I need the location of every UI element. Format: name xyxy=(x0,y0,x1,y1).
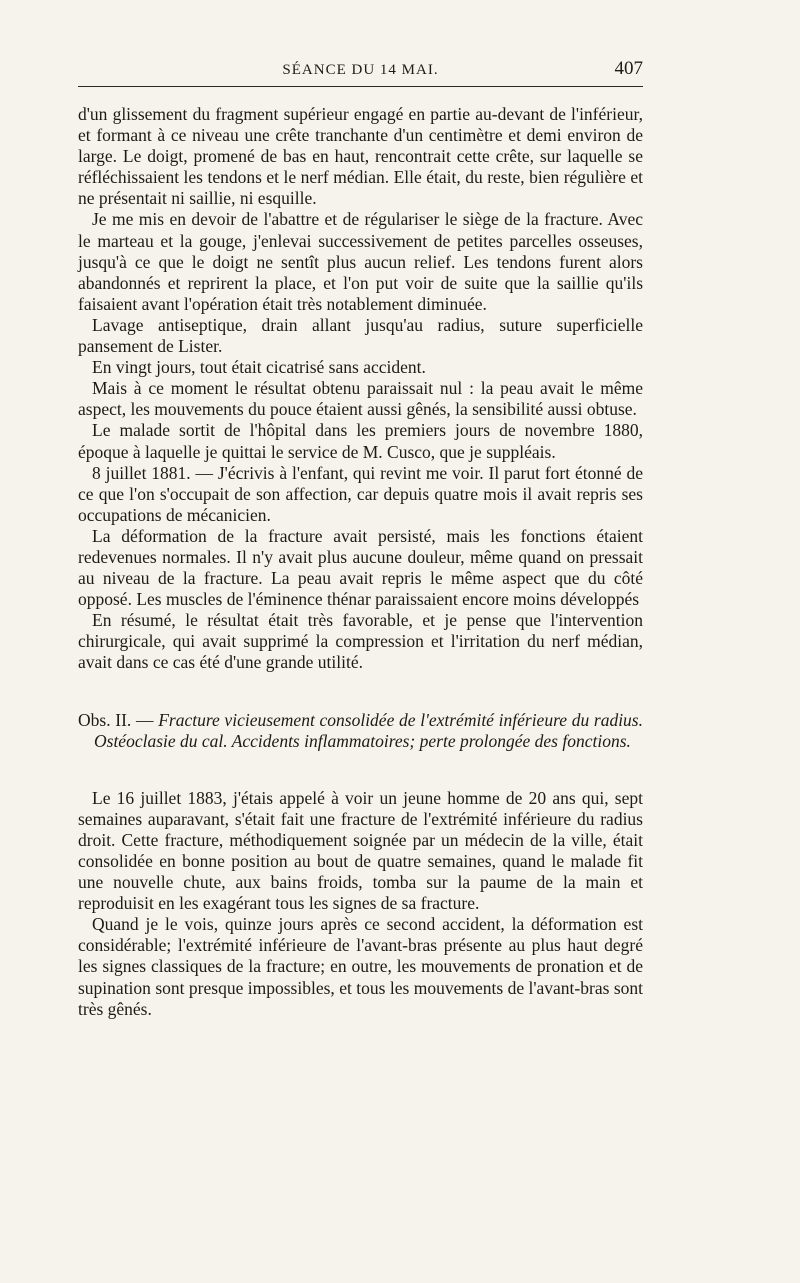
paragraph: Le malade sortit de l'hôpital dans les premiers jours de novembre 1880, époque à laquelle je quittai le service de M. Cusco, que je suppléais. xyxy=(78,420,643,462)
observation-label: Obs. II. — xyxy=(78,709,159,730)
paragraph: Je me mis en devoir de l'abattre et de régulariser le siège de la fracture. Avec le marteau et la gouge, j'enlevai successivement de petites parcelles osseuses, jusqu'à ce que le doigt ne sentît plus aucun relief. Les tendons furent alors abandonnés et reprirent la place, et l'on put voir de suite que la saillie qu'ils faisaient avant l'opération était très notablement diminuée. xyxy=(78,209,643,314)
paragraph: Le 16 juillet 1883, j'étais appelé à voir un jeune homme de 20 ans qui, sept semaines auparavant, s'était fait une fracture de l'extrémité inférieure du radius droit. Cette fracture, méthodiquement soignée par un médecin de la ville, était consolidée en bonne position au bout de quatre semaines, quand le malade fit une nouvelle chute, aux bains froids, tomba sur la paume de la main et reproduisit en les exagérant tous les signes de sa fracture. xyxy=(78,787,643,914)
body-text xyxy=(78,104,643,1020)
page-number: 407 xyxy=(614,58,643,79)
paragraph: En vingt jours, tout était cicatrisé sans accident. xyxy=(92,357,426,378)
page-header xyxy=(78,56,643,87)
paragraph: Lavage antiseptique, drain allant jusqu'au radius, suture superficielle pansement de Lister. xyxy=(78,314,643,357)
observation-heading xyxy=(78,710,643,752)
paragraph: La déformation de la fracture avait persisté, mais les fonctions étaient redevenues normales. Il n'y avait plus aucune douleur, même quand on pressait au niveau de la fracture. La peau avait repris le même aspect que du côté opposé. Les muscles de l'éminence thénar paraissaient encore moins développés xyxy=(78,525,643,610)
paragraph: En résumé, le résultat était très favorable, et je pense que l'intervention chirurgicale, qui avait supprimé la compression et l'irritation du nerf médian, avait dans ce cas été d'une grande utilité. xyxy=(78,610,643,673)
paragraph: 8 juillet 1881. — J'écrivis à l'enfant, qui revint me voir. Il parut fort étonné de ce que l'on s'occupait de son affection, car depuis quatre mois il avait repris ses occupations de mécanicien. xyxy=(78,462,643,525)
paragraph: Quand je le vois, quinze jours après ce second accident, la déformation est considérable; l'extrémité inférieure de l'avant-bras présente au plus haut degré les signes classiques de la fracture; en outre, les mouvements de pronation et de supination sont presque impossibles, et tous les mouvements de l'avant-bras sont très gênés. xyxy=(78,914,643,1019)
observation-title: Fracture vicieusement consolidée de l'extrémité inférieure du radius. Ostéoclasie du cal. Accidents inflammatoires; perte prolongée des fonctions. xyxy=(94,709,643,751)
running-head: SÉANCE DU 14 MAI. xyxy=(282,62,439,78)
paragraph: d'un glissement du fragment supérieur engagé en partie au-devant de l'inférieur, et formant à ce niveau une crête tranchante d'un centimètre et demi environ de large. Le doigt, promené de bas en haut, rencontrait cette crête, sur laquelle se réfléchissaient les tendons et le nerf médian. Elle était, du reste, bien régulière et ne présentait ni saillie, ni esquille. xyxy=(78,104,643,209)
paragraph: Mais à ce moment le résultat obtenu paraissait nul : la peau avait le même aspect, les mouvements du pouce étaient aussi gênés, la sensibilité aussi obtuse. xyxy=(78,378,643,420)
